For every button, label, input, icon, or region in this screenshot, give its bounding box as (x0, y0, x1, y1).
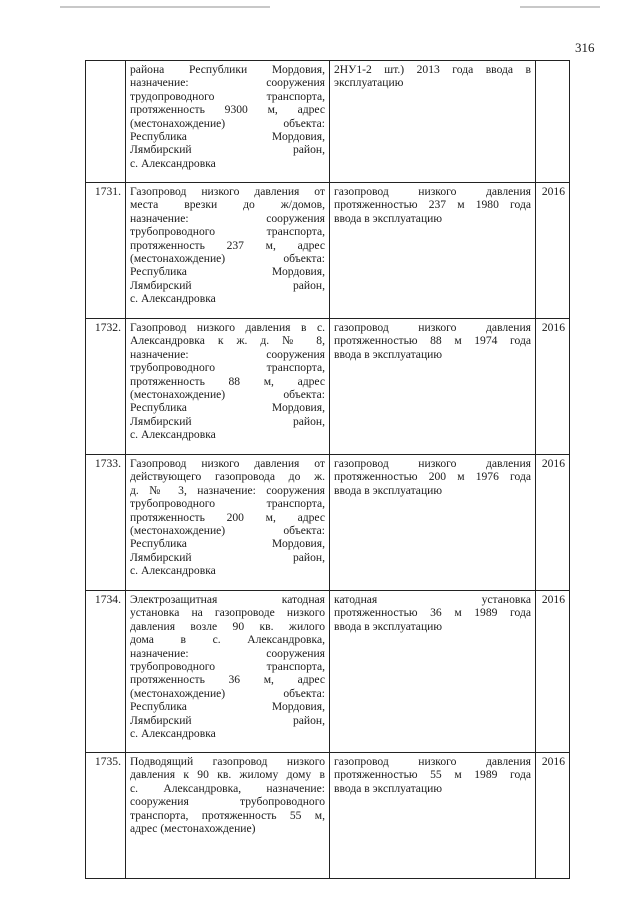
object-name-line: давления к 90 кв. жилому дому в (130, 768, 325, 782)
object-description-line: газопровод низкого давления (334, 321, 531, 334)
object-name-line: с. Александровка (130, 727, 216, 741)
registry-table (85, 60, 570, 879)
row-number: 1733. (86, 455, 126, 591)
object-name-line: сооружения трубопроводного (130, 795, 325, 809)
object-name-line: Газопровод низкого давления от (130, 457, 325, 470)
year-cell: 2016 (536, 455, 570, 591)
object-description-line: ввода в эксплуатацию (334, 347, 443, 361)
row-number (86, 61, 126, 183)
object-name-line: с. Александровка (130, 292, 216, 306)
object-name-line: протяженность 88 м, адрес (130, 374, 325, 388)
object-name-line: (местонахождение) объекта: (130, 116, 325, 130)
object-name-line: Республика Мордовия, (130, 537, 325, 551)
object-description-line: протяженностью 237 м 1980 года (334, 198, 531, 212)
object-description-line: протяженностью 36 м 1989 года (334, 606, 531, 620)
object-description (330, 753, 536, 879)
object-name-line: Республика Мордовия, (130, 401, 325, 415)
object-name-line: Лямбирский район, (130, 414, 325, 428)
table-row (86, 183, 570, 319)
object-description-line: ввода в эксплуатацию (334, 619, 443, 633)
table-row (86, 455, 570, 591)
object-description-line: газопровод низкого давления (334, 185, 531, 198)
object-name-line: назначение: сооружения (130, 211, 325, 225)
object-description-line: 2НУ1-2 шт.) 2013 года ввода в (334, 63, 531, 76)
object-name-line: трубопроводного транспорта, (130, 361, 325, 375)
object-name-line: (местонахождение) объекта: (130, 686, 325, 700)
object-description (330, 591, 536, 753)
object-name-line: Электрозащитная катодная (130, 593, 325, 606)
year-cell: 2016 (536, 591, 570, 753)
object-name-line: с. Александровка (130, 428, 216, 442)
object-name-line: Лямбирский район, (130, 278, 325, 292)
object-name-line: Лямбирский район, (130, 550, 325, 564)
object-description (330, 319, 536, 455)
object-name-line: д. № 3, назначение: сооружения (130, 483, 325, 497)
object-name-line: протяженность 237 м, адрес (130, 238, 325, 252)
object-name-line: протяженность 36 м, адрес (130, 673, 325, 687)
object-description-line: ввода в эксплуатацию (334, 211, 443, 225)
registry-body (86, 61, 570, 879)
year-cell: 2016 (536, 753, 570, 879)
object-name-line: Лямбирский район, (130, 143, 325, 157)
object-name-line: Республика Мордовия, (130, 700, 325, 714)
scan-artifact-line (520, 6, 600, 8)
object-name-line: Лямбирский район, (130, 713, 325, 727)
object-name (126, 753, 330, 879)
object-name-line: транспорта, протяженность 55 м, (130, 808, 325, 822)
table-row (86, 319, 570, 455)
object-description (330, 183, 536, 319)
row-number: 1732. (86, 319, 126, 455)
object-name-line: Газопровод низкого давления в с. (130, 321, 325, 334)
object-name-line: назначение: сооружения (130, 76, 325, 90)
object-description (330, 61, 536, 183)
object-description-line: протяженностью 55 м 1989 года (334, 768, 531, 782)
object-description-line: ввода в эксплуатацию (334, 781, 443, 795)
object-description-line: эксплуатацию (334, 76, 404, 90)
object-name (126, 591, 330, 753)
object-name-line: Республика Мордовия, (130, 265, 325, 279)
page-number: 316 (575, 40, 595, 55)
object-name (126, 61, 330, 183)
object-description-line: катодная установка (334, 593, 531, 606)
table-row (86, 591, 570, 753)
object-description-line: протяженностью 88 м 1974 года (334, 334, 531, 348)
object-name-line: дома в с. Александровка, (130, 633, 325, 647)
object-name-line: назначение: сооружения (130, 646, 325, 660)
year-cell: 2016 (536, 183, 570, 319)
object-description-line: протяженностью 200 м 1976 года (334, 470, 531, 484)
object-name-line: (местонахождение) объекта: (130, 388, 325, 402)
object-name-line: протяженность 9300 м, адрес (130, 103, 325, 117)
object-name-line: Республика Мордовия, (130, 130, 325, 144)
object-name-line: адрес (местонахождение) (130, 822, 256, 836)
object-name-line: трудопроводного транспорта, (130, 89, 325, 103)
object-name-line: трубопроводного транспорта, (130, 225, 325, 239)
object-name-line: (местонахождение) объекта: (130, 252, 325, 266)
object-description-line: газопровод низкого давления (334, 457, 531, 470)
object-name-line: трубопроводного транспорта, (130, 497, 325, 511)
table-row (86, 61, 570, 183)
row-number: 1734. (86, 591, 126, 753)
object-name-line: Подводящий газопровод низкого (130, 755, 325, 768)
object-name-line: места врезки до ж/домов, (130, 198, 325, 212)
object-name-line: назначение: сооружения (130, 347, 325, 361)
object-name-line: действующего газопровода до ж. (130, 470, 325, 484)
object-description-line: газопровод низкого давления (334, 755, 531, 768)
object-name-line: давления возле 90 кв. жилого (130, 619, 325, 633)
table-row (86, 753, 570, 879)
object-name-line: с. Александровка, назначение: (130, 781, 325, 795)
object-name (126, 183, 330, 319)
row-number: 1731. (86, 183, 126, 319)
object-name-line: (местонахождение) объекта: (130, 524, 325, 538)
year-cell: 2016 (536, 319, 570, 455)
object-name-line: трубопроводного транспорта, (130, 660, 325, 674)
object-name-line: протяженность 200 м, адрес (130, 510, 325, 524)
object-name-line: Газопровод низкого давления от (130, 185, 325, 198)
year-cell (536, 61, 570, 183)
object-description-line: ввода в эксплуатацию (334, 483, 443, 497)
object-name (126, 455, 330, 591)
object-name (126, 319, 330, 455)
object-name-line: установка на газопроводе низкого (130, 606, 325, 620)
object-name-line: с. Александровка (130, 564, 216, 578)
object-name-line: района Республики Мордовия, (130, 63, 325, 76)
row-number: 1735. (86, 753, 126, 879)
scan-artifact-line (60, 6, 270, 8)
object-name-line: с. Александровка (130, 156, 216, 170)
object-description (330, 455, 536, 591)
object-name-line: Александровка к ж. д. № 8, (130, 334, 325, 348)
